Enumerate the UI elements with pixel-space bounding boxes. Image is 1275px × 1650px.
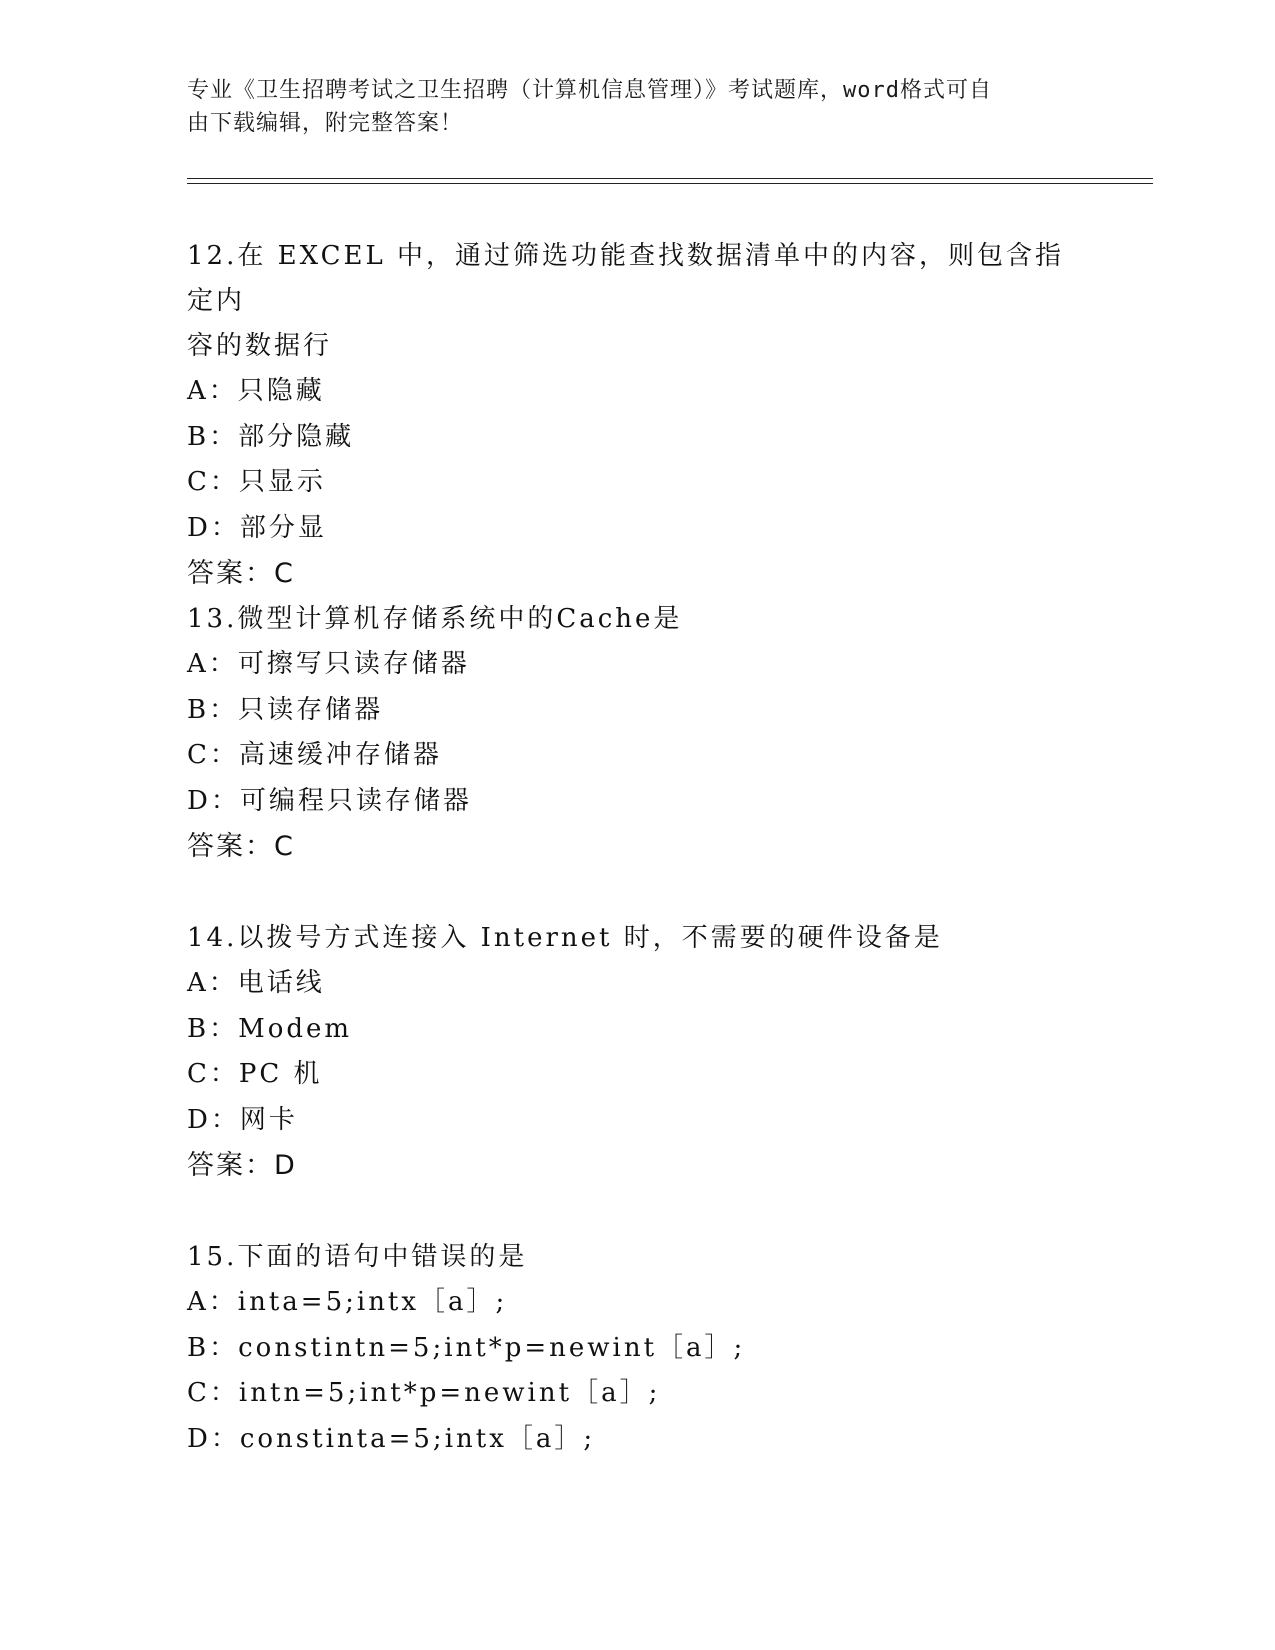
- question-stem-continued: 容的数据行: [187, 331, 333, 361]
- question-15: [187, 1235, 1087, 1462]
- option-b: B：constintn=5;int*p=newint［a］;: [187, 1332, 746, 1363]
- header-divider-bottom: [187, 183, 1153, 184]
- header-line-2: 由下载编辑，附完整答案！: [187, 111, 464, 136]
- header-divider-top: [187, 178, 1153, 179]
- option-a: A：可擦写只读存储器: [187, 649, 470, 679]
- option-d: D：可编程只读存储器: [187, 785, 472, 816]
- answer: 答案：D: [187, 1150, 297, 1181]
- option-b: B：部分隐藏: [187, 421, 355, 452]
- option-b: B：只读存储器: [187, 694, 384, 725]
- option-a: A：电话线: [187, 968, 325, 998]
- option-c: C：intn=5;int*p=newint［a］;: [187, 1378, 661, 1408]
- question-stem: 14.以拨号方式连接入 Internet 时，不需要的硬件设备是: [187, 923, 943, 953]
- option-c: C：高速缓冲存储器: [187, 740, 442, 770]
- option-a: A：inta=5;intx［a］;: [187, 1287, 508, 1317]
- option-d: D：网卡: [187, 1104, 298, 1135]
- header-line-1: 专业《卫生招聘考试之卫生招聘（计算机信息管理）》考试题库，word格式可自: [187, 78, 992, 103]
- option-b: B：Modem: [187, 1013, 353, 1044]
- question-stem: 15.下面的语句中错误的是: [187, 1242, 528, 1272]
- option-c: C：PC 机: [187, 1059, 323, 1089]
- question-stem: 13.微型计算机存储系统中的Cache是: [187, 604, 683, 634]
- question-stem: 12.在 EXCEL 中，通过筛选功能查找数据清单中的内容，则包含指定内: [187, 241, 1065, 316]
- question-13: [187, 597, 1087, 870]
- answer: 答案：C: [187, 831, 295, 862]
- option-d: D：constinta=5;intx［a］;: [187, 1423, 596, 1454]
- answer: 答案：C: [187, 558, 295, 589]
- question-12: [187, 234, 1087, 597]
- option-c: C：只显示: [187, 467, 326, 497]
- document-header: [187, 74, 1067, 140]
- option-a: A：只隐藏: [187, 376, 325, 406]
- question-14: [187, 916, 1087, 1189]
- option-d: D：部分显: [187, 512, 327, 543]
